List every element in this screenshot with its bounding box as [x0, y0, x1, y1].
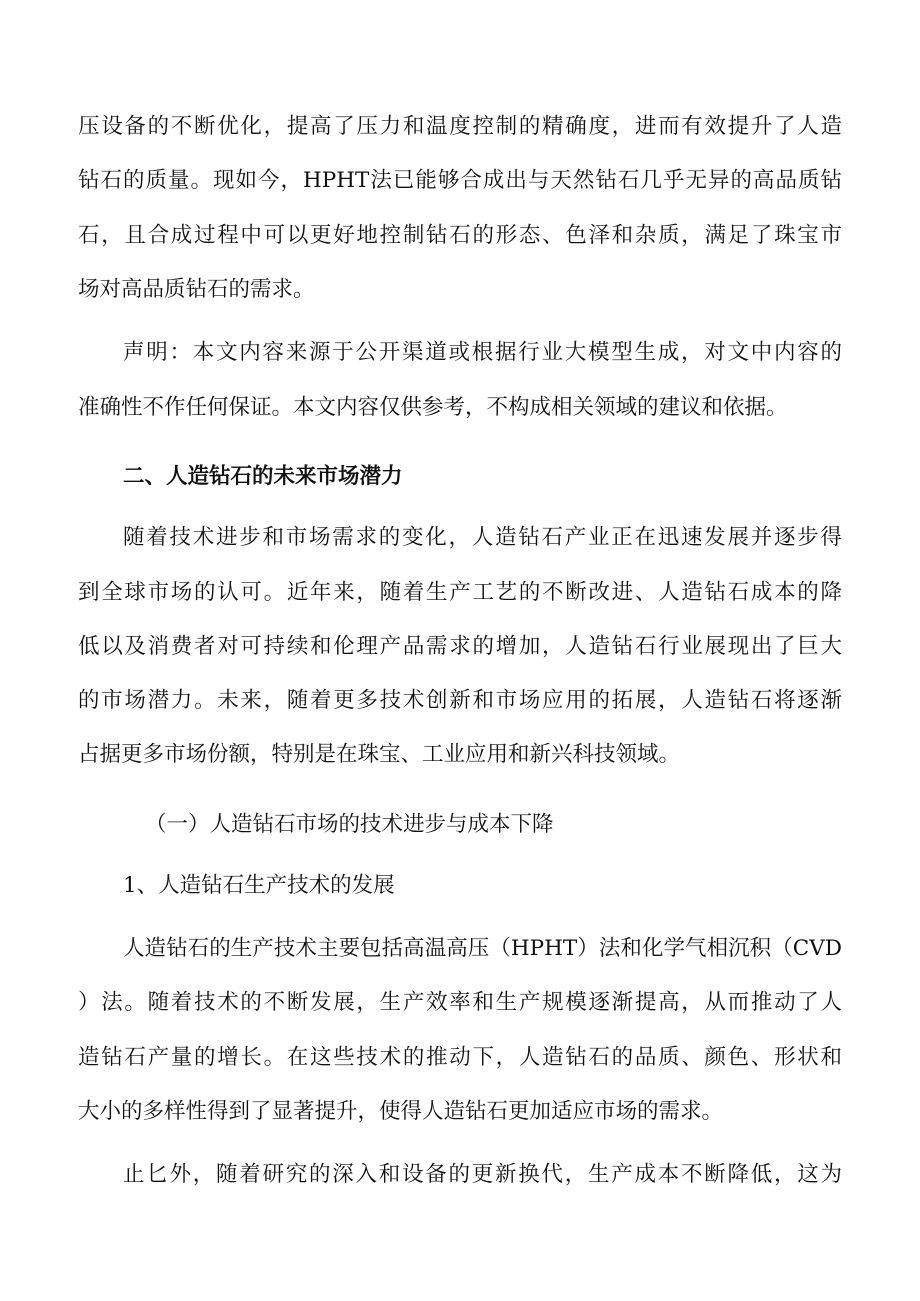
text-line: 随着技术进步和市场需求的变化，人造钻石产业正在迅速发展并逐步得 — [123, 525, 842, 550]
section-heading: 二、人造钻石的未来市场潜力 — [123, 464, 403, 489]
text-line: 占据更多市场份额，特别是在珠宝、工业应用和新兴科技领域。 — [78, 742, 681, 767]
text-line: 低以及消费者对可持续和伦理产品需求的增加，人造钻石行业展现出了巨大 — [78, 634, 842, 659]
disclaimer-line: 声明：本文内容来源于公开渠道或根据行业大模型生成，对文中内容的 — [123, 340, 842, 365]
text-line: 人造钻石的生产技术主要包括高温高压（HPHT）法和化学气相沉积（CVD — [123, 936, 842, 961]
text-line: 大小的多样性得到了显著提升，使得人造钻石更加适应市场的需求。 — [78, 1099, 724, 1124]
text-line: 钻石的质量。现如今，HPHT法已能够合成出与天然钻石几乎无异的高品质钻 — [78, 168, 842, 193]
text-line: 到全球市场的认可。近年来，随着生产工艺的不断改进、人造钻石成本的降 — [78, 580, 842, 605]
item-heading: 1、人造钻石生产技术的发展 — [123, 873, 395, 898]
disclaimer-line: 准确性不作任何保证。本文内容仅供参考，不构成相关领域的建议和依据。 — [78, 395, 788, 420]
text-line: ）法。随着技术的不断发展，生产效率和生产规模逐渐提高，从而推动了人 — [78, 990, 842, 1015]
subsection-heading: （一）人造钻石市场的技术进步与成本下降 — [145, 812, 554, 837]
text-line: 造钻石产量的增长。在这些技术的推动下，人造钻石的品质、颜色、形状和 — [78, 1045, 842, 1070]
text-line: 石，且合成过程中可以更好地控制钻石的形态、色泽和杂质，满足了珠宝市 — [78, 223, 842, 248]
text-line: 止匕外，随着研究的深入和设备的更新换代，生产成本不断降低，这为 — [123, 1162, 842, 1187]
text-line: 场对高品质钻石的需求。 — [78, 277, 315, 302]
text-line: 压设备的不断优化，提高了压力和温度控制的精确度，进而有效提升了人造 — [78, 114, 842, 139]
text-line: 的市场潜力。未来，随着更多技术创新和市场应用的拓展，人造钻石将逐渐 — [78, 688, 842, 713]
